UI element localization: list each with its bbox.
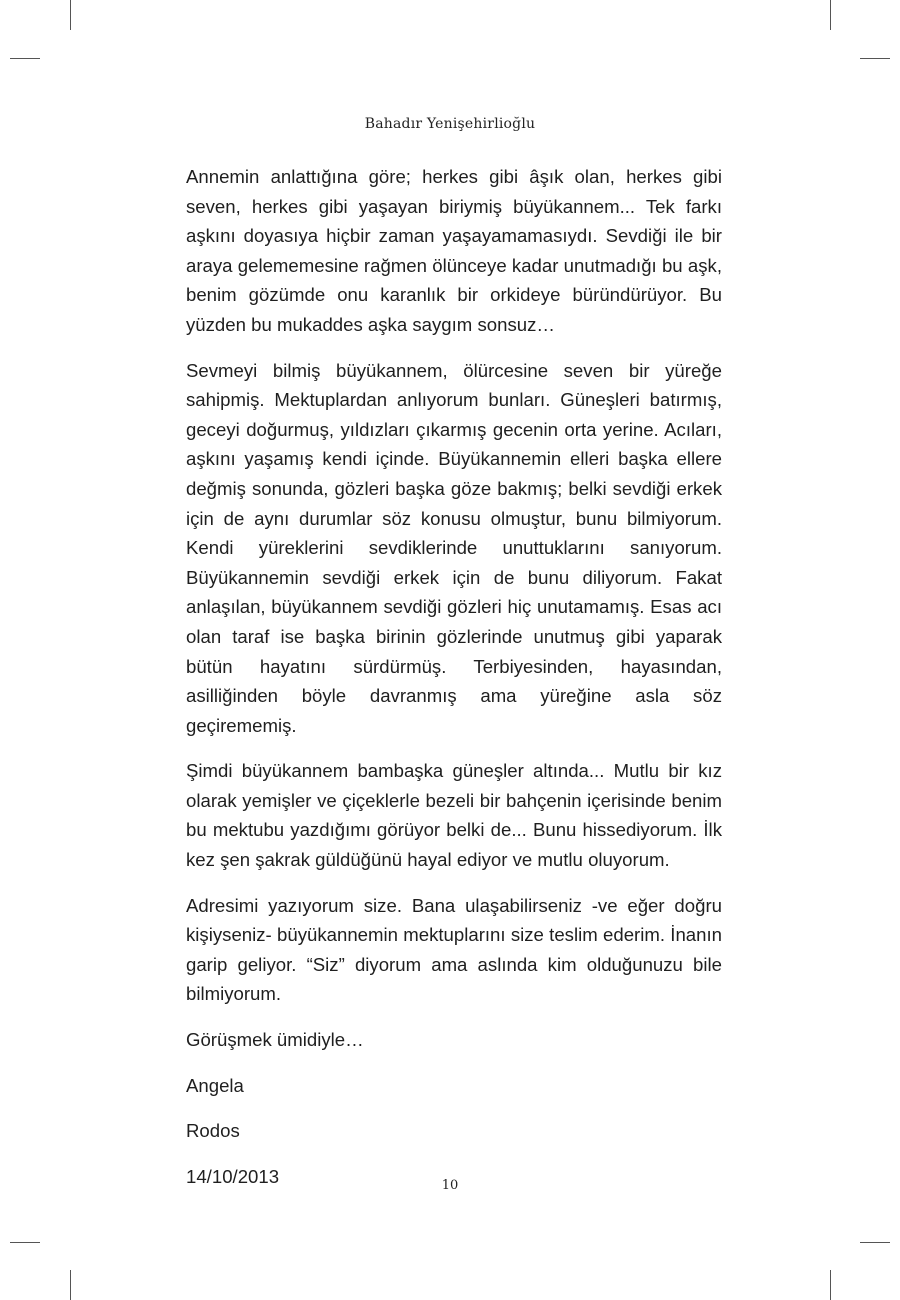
crop-mark-left-top xyxy=(10,58,40,59)
crop-mark-bottom-left xyxy=(70,1270,71,1300)
crop-mark-top-left xyxy=(70,0,71,30)
body-paragraph: Şimdi büyükannem bambaşka güneşler altında... Mutlu bir kız olarak yemişler ve çiçeklerle bezeli bir bahçenin içerisinde benim bu mektubu yazdığımı görüyor belki de... Bunu hissediyorum. İlk kez şen şakrak güldüğünü hayal ediyor ve mutlu oluyorum. xyxy=(186,760,722,871)
closing-line: Görüşmek ümidiyle… xyxy=(186,1029,364,1051)
signature-place: Rodos xyxy=(186,1120,240,1142)
running-head-author: Bahadır Yenişehirlioğlu xyxy=(364,116,536,132)
page-number: 10 xyxy=(441,1178,459,1193)
body-paragraph: Adresimi yazıyorum size. Bana ulaşabilirseniz -ve eğer doğru kişiyseniz- büyükannemin mektuplarını size teslim ederim. İnanın garip geliyor. “Siz” diyorum ama aslında kim olduğunuzu bile bilmiyorum. xyxy=(186,894,722,1005)
signature-date: 14/10/2013 xyxy=(186,1165,280,1187)
crop-mark-right-top xyxy=(860,58,890,59)
body-paragraph: Sevmeyi bilmiş büyükannem, ölürcesine seven bir yüreğe sahipmiş. Mektuplardan anlıyorum bunları. Güneşleri batırmış, geceyi doğurmuş, yıldızları çıkarmış gecenin orta yerine. Acıları, aşkını yaşamış kendi içinde. Büyükannemin elleri başka ellere değmiş sonunda, gözleri başka göze bakmış; belki sevdiği erkek için de aynı durumlar söz konusu olmuştur, bunu bilmiyorum. Kendi yüreklerini sevdiklerinde unuttuklarını sanıyorum. Büyükannemin sevdiği erkek için de bunu diliyorum. Fakat anlaşılan, büyükannem sevdiği gözleri hiç unutamamış. Esas acı olan taraf ise başka birinin gözlerinde unutmuş gibi yaparak bütün hayatını sürdürmüş. Terbiyesinden, hayasından, asilliğinden böyle davranmış ama yüreğine asla söz geçirememiş. xyxy=(186,359,722,736)
signature-name: Angela xyxy=(186,1074,244,1096)
body-paragraph: Annemin anlattığına göre; herkes gibi âşık olan, herkes gibi seven, herkes gibi yaşayan biriymiş büyükannem... Tek farkı aşkını doyasıya hiçbir zaman yaşayamamasıydı. Sevdiği ile bir araya gelememesine rağmen ölünceye kadar unutmadığı bu aşk, benim gözümde onu karanlık bir orkideye büründürüyor. Bu yüzden bu mukaddes aşka saygım sonsuz… xyxy=(186,166,722,335)
page-body xyxy=(186,162,722,1207)
crop-mark-bottom-right xyxy=(830,1270,831,1300)
crop-mark-right-bottom xyxy=(860,1242,890,1243)
crop-mark-top-right xyxy=(830,0,831,30)
crop-mark-left-bottom xyxy=(10,1242,40,1243)
